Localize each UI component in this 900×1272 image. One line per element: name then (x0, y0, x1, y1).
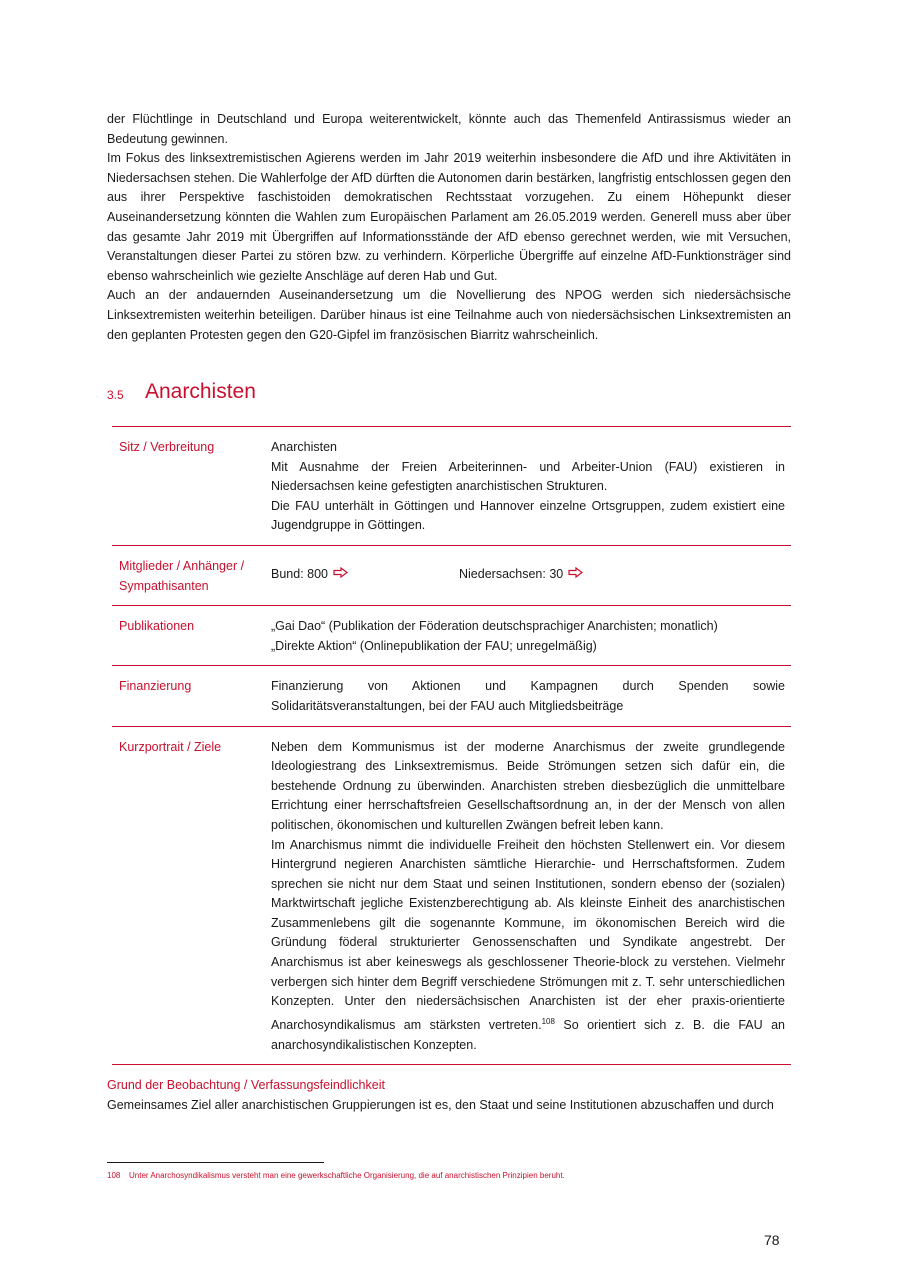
sitz-content (270, 427, 791, 546)
table-row-sitz (112, 427, 791, 546)
intro-paragraph-3: Auch an der andauernden Auseinandersetzung um die Novellierung des NPOG werden sich niedersächsische Linksextremisten weiterhin beteiligen. Darüber hinaus ist eine Teilnahme auch von niedersächsischen Linksextremisten an den geplanten Protesten gegen den G20-Gipfel im französischen Biarritz wahrscheinlich. (107, 288, 791, 342)
mitglieder-label: Mitglieder / Anhänger / Sympathisanten (119, 558, 245, 593)
intro-text (107, 110, 791, 345)
footnote-number: 108 (107, 1171, 121, 1180)
table-row-mitglieder (112, 545, 791, 605)
footnote-reference[interactable]: 108 (541, 1016, 555, 1026)
table-row-kurzportrait (112, 726, 791, 1065)
footnote-divider (107, 1162, 324, 1163)
bund-count (271, 565, 459, 585)
publikationen-content (270, 606, 791, 666)
intro-paragraph-1: der Flüchtlinge in Deutschland und Europa weiterentwickelt, könnte auch das Themenfeld Antirassismus wieder an Bedeutung gewinnen. (107, 112, 791, 146)
sitz-line-3: Die FAU unterhält in Göttingen und Hannover einzelne Ortsgruppen, zudem existiert eine Jugendgruppe in Göttingen. (271, 498, 785, 533)
info-table (112, 426, 791, 1065)
footnote-text: Unter Anarchosyndikalismus versteht man eine gewerkschaftliche Organisierung, die auf anarchistischen Prinzipien beruht. (129, 1171, 565, 1180)
intro-paragraph-2: Im Fokus des linksextremistischen Agierens werden im Jahr 2019 weiterhin insbesondere die AfD und ihre Aktivitäten in Niedersachsen stehen. Die Wahlerfolge der AfD dürften die Autonomen darin bestärken, langfristig entschlossen gegen den aus ihrer Perspektive faschistoiden demokratischen Rechtsstaat vorzugehen. Zu einem Höhepunkt dieser Auseinandersetzung könnten die Wahlen zum Europäischen Parlament am 26.05.2019 werden. Generell muss aber über das gesamte Jahr 2019 mit Übergriffen auf Informationsstände der AfD ebenso gerechnet werden, wie mit Versuchen, Veranstaltungen dieser Partei zu stören bzw. zu verhindern. Körperliche Übergriffe auf einzelne AfD-Funktionsträger sind ebenso wahrscheinlich wie gezielte Anschläge auf deren Hab und Gut. (107, 151, 791, 283)
kurzportrait-label: Kurzportrait / Ziele (119, 739, 222, 754)
kurzportrait-paragraph-2-end: So orientiert sich z. B. die FAU an anarchosyndikalistischen Konzepten. (271, 1018, 785, 1052)
publikation-1: „Gai Dao“ (Publikation der Föderation deutschsprachiger Anarchisten; monatlich) (271, 619, 718, 634)
kurzportrait-paragraph-2 (271, 836, 785, 1056)
bund-text: Bund: 800 (271, 566, 328, 581)
publikationen-label: Publikationen (119, 619, 195, 634)
grund-heading: Grund der Beobachtung / Verfassungsfeindlichkeit (107, 1078, 385, 1092)
kurzportrait-paragraph-2-text: Im Anarchismus nimmt die individuelle Freiheit den höchsten Stellenwert ein. Vor diesem Hintergrund negieren Anarchisten sämtliche Hierarchie- und Herrschaftsformen. Zudem sprechen sie nicht nur dem Staat und seinen Institutionen, sondern ebenso der (sozialen) Marktwirtschaft jegliche Existenzberechtigung ab. Als kleinste Einheit des anarchistischen Zusammenlebens gilt die sogenannte Kommune, im ökonomischen Bereich wird die Gründung föderal strukturierter Genossenschaften und Syndikate angestrebt. Der Anarchismus ist aber keineswegs als geschlossener Theorie-block zu verstehen. Vielmehr verbergen sich hinter dem Begriff verschiedene Strömungen mit z. T. sehr unterschiedlichen Konzepten. Unter den niedersächsischen Anarchisten ist der eher praxis-orientierte Anarchosyndikalismus am stärksten vertreten. (271, 837, 785, 1032)
sitz-line-1: Anarchisten (271, 440, 338, 454)
mitglieder-content (270, 545, 791, 605)
sitz-line-2: Mit Ausnahme der Freien Arbeiterinnen- und Arbeiter-Union (FAU) existieren in Niedersachsen keine gefestigten anarchistischen Strukturen. (271, 459, 785, 494)
grund-text: Gemeinsames Ziel aller anarchistischen Gruppierungen ist es, den Staat und seine Institutionen abzuschaffen und durch (107, 1097, 774, 1112)
niedersachsen-count (459, 565, 647, 585)
arrow-right-icon (333, 565, 348, 585)
section-title: Anarchisten (145, 380, 256, 403)
kurzportrait-paragraph-1: Neben dem Kommunismus ist der moderne Anarchismus der zweite grundlegende Ideologiestrang des Linksextremismus. Beide Strömungen setzen sich dafür ein, die bestehende Ordnung zu überwinden. Anarchisten streben diesbezüglich die unmittelbare Errichtung einer herrschaftsfreien Gesellschaftsordnung an, in der der Mensch von allen politischen, ökonomischen und kulturellen Zwängen befreit leben kann. (271, 739, 785, 832)
arrow-right-icon (568, 565, 583, 585)
grund-section (107, 1076, 791, 1115)
table-row-publikationen (112, 606, 791, 666)
page-number: 78 (764, 1232, 780, 1248)
finanzierung-label: Finanzierung (119, 679, 192, 694)
footnote (107, 1171, 565, 1180)
niedersachsen-text: Niedersachsen: 30 (459, 566, 564, 581)
section-number: 3.5 (107, 388, 124, 402)
publikation-2: „Direkte Aktion“ (Onlinepublikation der FAU; unregelmäßig) (271, 638, 597, 653)
kurzportrait-content (270, 726, 791, 1065)
sitz-label: Sitz / Verbreitung (119, 440, 215, 454)
table-row-finanzierung (112, 666, 791, 726)
finanzierung-content: Finanzierung von Aktionen und Kampagnen durch Spenden sowie Solidaritätsveranstaltungen, bei der FAU auch Mitgliedsbeiträge (271, 679, 785, 713)
